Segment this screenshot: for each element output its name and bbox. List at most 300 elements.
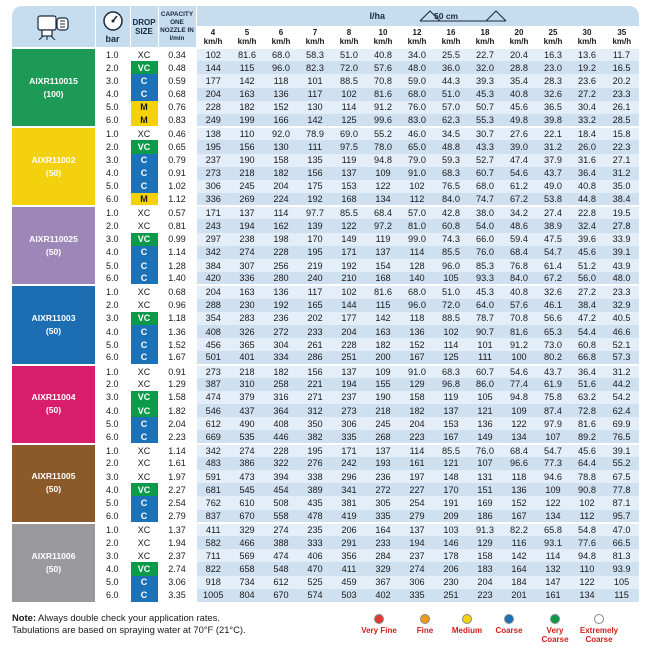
rate-cell: 45.6 xyxy=(570,246,604,259)
rate-cell: 119 xyxy=(434,391,468,404)
rate-cell: 96.0 xyxy=(400,299,434,312)
rate-cell: 62.3 xyxy=(434,114,468,127)
rate-cell: 47.0 xyxy=(604,523,639,536)
rate-cell: 198 xyxy=(264,233,298,246)
rate-unit-header xyxy=(196,6,639,26)
drop-size-cell: XC xyxy=(130,378,158,391)
rate-cell: 27.4 xyxy=(536,206,570,219)
capacity-cell: 1.52 xyxy=(158,338,196,351)
rate-cell: 78.9 xyxy=(298,127,332,140)
rate-cell: 56.6 xyxy=(536,312,570,325)
speed-header xyxy=(536,26,570,48)
rate-cell: 204 xyxy=(400,417,434,430)
rate-cell: 39.1 xyxy=(604,246,639,259)
rate-cell: 158 xyxy=(264,154,298,167)
pressure-cell: 4.0 xyxy=(95,167,130,180)
rate-cell: 16.5 xyxy=(604,61,639,74)
table-row xyxy=(12,378,639,391)
rate-cell: 93.9 xyxy=(604,562,639,575)
drop-size-cell: C xyxy=(130,430,158,443)
rate-cell: 111 xyxy=(298,140,332,153)
pressure-cell: 6.0 xyxy=(95,193,130,206)
pressure-cell: 5.0 xyxy=(95,496,130,509)
rate-cell: 466 xyxy=(230,536,264,549)
rate-cell: 13.6 xyxy=(570,48,604,61)
rate-cell: 147 xyxy=(536,576,570,589)
speed-value: 16 xyxy=(446,27,456,37)
nozzle-label xyxy=(12,523,95,602)
capacity-cell: 0.46 xyxy=(158,127,196,140)
rate-cell: 154 xyxy=(366,259,400,272)
rate-cell: 134 xyxy=(536,510,570,523)
rate-cell: 218 xyxy=(366,404,400,417)
rate-cell: 85.5 xyxy=(332,206,366,219)
speed-value: 20 xyxy=(514,27,524,37)
rate-cell: 111 xyxy=(468,351,502,364)
capacity-cell: 1.14 xyxy=(158,246,196,259)
speed-header xyxy=(400,26,434,48)
nozzle-label xyxy=(12,127,95,206)
rate-cell: 191 xyxy=(434,496,468,509)
rate-cell: 273 xyxy=(196,167,230,180)
rate-cell: 30.7 xyxy=(468,127,502,140)
rate-cell: 473 xyxy=(230,470,264,483)
rate-cell: 81.3 xyxy=(604,549,639,562)
rate-cell: 1005 xyxy=(196,589,230,602)
rate-cell: 304 xyxy=(264,338,298,351)
rate-cell: 406 xyxy=(298,549,332,562)
table-row xyxy=(12,285,639,298)
table-row xyxy=(12,523,639,536)
rate-cell: 135 xyxy=(298,154,332,167)
rate-cell: 149 xyxy=(468,430,502,443)
rate-cell: 545 xyxy=(230,483,264,496)
rate-cell: 94.8 xyxy=(570,549,604,562)
table-row xyxy=(12,61,639,74)
rate-cell: 76.0 xyxy=(468,444,502,457)
rate-cell: 78.7 xyxy=(468,312,502,325)
rate-cell: 163 xyxy=(230,88,264,101)
capacity-cell: 0.81 xyxy=(158,219,196,232)
rate-cell: 51.2 xyxy=(570,259,604,272)
rate-cell: 94.8 xyxy=(502,391,536,404)
rate-cell: 148 xyxy=(434,470,468,483)
rate-cell: 68.0 xyxy=(400,88,434,101)
speed-unit: km/h xyxy=(577,36,597,46)
rate-cell: 63.2 xyxy=(570,391,604,404)
rate-cell: 76.8 xyxy=(502,259,536,272)
rate-cell: 177 xyxy=(332,312,366,325)
capacity-cell: 0.68 xyxy=(158,285,196,298)
rate-cell: 31.2 xyxy=(604,365,639,378)
rate-cell: 261 xyxy=(298,338,332,351)
rate-cell: 87.1 xyxy=(604,496,639,509)
rate-cell: 194 xyxy=(332,378,366,391)
rate-cell: 202 xyxy=(298,312,332,325)
rate-cell: 190 xyxy=(366,391,400,404)
rate-cell: 284 xyxy=(366,549,400,562)
rate-cell: 258 xyxy=(264,378,298,391)
rate-cell: 32.9 xyxy=(604,299,639,312)
rate-cell: 558 xyxy=(264,510,298,523)
rate-cell: 152 xyxy=(502,496,536,509)
rate-cell: 110 xyxy=(570,562,604,575)
rate-cell: 335 xyxy=(400,589,434,602)
nozzle-sub: (100) xyxy=(43,88,64,99)
rate-cell: 136 xyxy=(502,483,536,496)
note-text: Always double check your application rates. xyxy=(35,612,220,623)
rate-cell: 40.8 xyxy=(570,180,604,193)
legend-dot-icon xyxy=(594,614,604,624)
drop-size-cell: M xyxy=(130,101,158,114)
rate-cell: 122 xyxy=(536,496,570,509)
rate-cell: 109 xyxy=(502,404,536,417)
rate-cell: 34.5 xyxy=(434,127,468,140)
capacity-cell: 1.67 xyxy=(158,351,196,364)
drop-size-cell: XC xyxy=(130,219,158,232)
rate-cell: 136 xyxy=(264,285,298,298)
rate-cell: 230 xyxy=(230,299,264,312)
speed-value: 10 xyxy=(378,27,388,37)
rate-cell: 195 xyxy=(298,246,332,259)
rate-cell: 60.7 xyxy=(468,167,502,180)
rate-cell: 420 xyxy=(196,272,230,285)
rate-cell: 168 xyxy=(332,193,366,206)
rate-cell: 142 xyxy=(298,114,332,127)
rate-cell: 61.2 xyxy=(502,180,536,193)
rate-cell: 11.7 xyxy=(604,48,639,61)
legend-label: Extremely Coarse xyxy=(579,626,619,644)
speed-unit: km/h xyxy=(305,36,325,46)
rate-cell: 77.3 xyxy=(536,457,570,470)
rate-cell: 128 xyxy=(400,259,434,272)
rate-cell: 197 xyxy=(400,470,434,483)
drop-size-cell: C xyxy=(130,510,158,523)
rate-table-wrapper xyxy=(12,6,639,602)
pressure-cell: 5.0 xyxy=(95,417,130,430)
rate-cell: 67.5 xyxy=(604,470,639,483)
rate-cell: 38.0 xyxy=(468,206,502,219)
rate-cell: 136 xyxy=(264,88,298,101)
rate-cell: 117 xyxy=(298,88,332,101)
rate-cell: 204 xyxy=(332,325,366,338)
rate-cell: 64.4 xyxy=(570,457,604,470)
rate-cell: 394 xyxy=(264,470,298,483)
rate-cell: 45.6 xyxy=(570,444,604,457)
rate-cell: 591 xyxy=(196,470,230,483)
rate-cell: 117 xyxy=(298,285,332,298)
rate-cell: 134 xyxy=(366,193,400,206)
rate-cell: 47.2 xyxy=(570,312,604,325)
rate-cell: 47.4 xyxy=(502,154,536,167)
drop-size-cell: C xyxy=(130,496,158,509)
rate-cell: 612 xyxy=(264,576,298,589)
rate-cell: 822 xyxy=(196,562,230,575)
speed-unit: km/h xyxy=(509,36,529,46)
rate-cell: 574 xyxy=(298,589,332,602)
speed-header xyxy=(434,26,468,48)
rate-cell: 243 xyxy=(196,219,230,232)
rate-cell: 96.6 xyxy=(502,457,536,470)
rate-cell: 152 xyxy=(400,338,434,351)
pressure-cell: 2.0 xyxy=(95,536,130,549)
rate-cell: 114 xyxy=(400,246,434,259)
rate-cell: 670 xyxy=(230,510,264,523)
spacing-icon xyxy=(418,9,508,23)
nozzle-name: AIXR110025 xyxy=(29,233,78,244)
rate-cell: 279 xyxy=(400,510,434,523)
rate-cell: 95.7 xyxy=(604,510,639,523)
capacity-cell: 1.94 xyxy=(158,536,196,549)
capacity-cell: 2.23 xyxy=(158,430,196,443)
rate-cell: 87.4 xyxy=(536,404,570,417)
rate-cell: 228 xyxy=(264,444,298,457)
rate-cell: 109 xyxy=(366,365,400,378)
rate-cell: 245 xyxy=(366,417,400,430)
rate-cell: 115 xyxy=(366,299,400,312)
rate-cell: 171 xyxy=(332,246,366,259)
rate-cell: 68.0 xyxy=(264,48,298,61)
rate-cell: 200 xyxy=(366,351,400,364)
rate-cell: 43.7 xyxy=(536,365,570,378)
speed-value: 7 xyxy=(312,27,318,37)
rate-cell: 336 xyxy=(230,272,264,285)
rate-cell: 68.3 xyxy=(434,365,468,378)
legend-item xyxy=(444,614,490,635)
pressure-cell: 4.0 xyxy=(95,246,130,259)
rate-cell: 97.7 xyxy=(298,206,332,219)
rate-cell: 45.3 xyxy=(468,285,502,298)
capacity-cell: 2.04 xyxy=(158,417,196,430)
rate-cell: 228 xyxy=(332,338,366,351)
capacity-header: CAPACITY ONE NOZZLE IN l/min xyxy=(158,6,196,48)
rate-cell: 68.4 xyxy=(502,246,536,259)
rate-cell: 204 xyxy=(264,180,298,193)
rate-cell: 52.7 xyxy=(468,154,502,167)
rate-cell: 68.4 xyxy=(366,206,400,219)
capacity-cell: 1.12 xyxy=(158,193,196,206)
rate-cell: 36.0 xyxy=(434,61,468,74)
rate-cell: 44.8 xyxy=(570,193,604,206)
rate-cell: 61.9 xyxy=(536,378,570,391)
rate-cell: 97.2 xyxy=(366,219,400,232)
rate-cell: 130 xyxy=(264,140,298,153)
rate-cell: 85.5 xyxy=(434,246,468,259)
rate-cell: 254 xyxy=(400,496,434,509)
speed-unit: km/h xyxy=(237,36,257,46)
rate-cell: 164 xyxy=(502,562,536,575)
rate-cell: 437 xyxy=(230,404,264,417)
rate-cell: 66.0 xyxy=(468,233,502,246)
rate-cell: 54.4 xyxy=(570,325,604,338)
table-row xyxy=(12,219,639,232)
rate-cell: 102 xyxy=(332,285,366,298)
nozzle-sub: (50) xyxy=(45,405,62,416)
capacity-cell: 1.28 xyxy=(158,259,196,272)
rate-cell: 379 xyxy=(230,391,264,404)
rate-cell: 81.6 xyxy=(366,88,400,101)
rate-cell: 54.0 xyxy=(468,219,502,232)
rate-cell: 54.7 xyxy=(536,246,570,259)
rate-cell: 118 xyxy=(502,470,536,483)
rate-cell: 57.6 xyxy=(502,299,536,312)
rate-cell: 136 xyxy=(400,325,434,338)
rate-cell: 83.0 xyxy=(400,114,434,127)
rate-cell: 40.8 xyxy=(366,48,400,61)
rate-cell: 57.6 xyxy=(366,61,400,74)
rate-cell: 109 xyxy=(366,167,400,180)
rate-cell: 273 xyxy=(196,365,230,378)
rate-cell: 162 xyxy=(264,219,298,232)
rate-cell: 100 xyxy=(502,351,536,364)
rate-cell: 97.9 xyxy=(536,417,570,430)
rate-cell: 178 xyxy=(434,549,468,562)
rate-cell: 59.0 xyxy=(400,74,434,87)
rate-cell: 204 xyxy=(196,285,230,298)
rate-cell: 272 xyxy=(366,483,400,496)
rate-cell: 125 xyxy=(332,114,366,127)
rate-cell: 274 xyxy=(264,523,298,536)
rate-cell: 65.8 xyxy=(536,523,570,536)
rate-cell: 155 xyxy=(366,378,400,391)
rate-cell: 165 xyxy=(298,299,332,312)
rate-cell: 94.8 xyxy=(366,154,400,167)
rate-cell: 129 xyxy=(468,536,502,549)
rate-cell: 102 xyxy=(434,325,468,338)
rate-cell: 233 xyxy=(366,536,400,549)
rate-cell: 199 xyxy=(230,114,264,127)
rate-cell: 236 xyxy=(264,312,298,325)
rate-cell: 329 xyxy=(366,562,400,575)
drop-size-cell: XC xyxy=(130,457,158,470)
rate-cell: 119 xyxy=(366,233,400,246)
capacity-cell: 1.36 xyxy=(158,325,196,338)
rate-cell: 68.0 xyxy=(468,180,502,193)
table-row xyxy=(12,180,639,193)
rate-cell: 77.4 xyxy=(502,378,536,391)
rate-cell: 169 xyxy=(468,496,502,509)
rate-cell: 283 xyxy=(230,312,264,325)
rate-cell: 70.8 xyxy=(366,74,400,87)
rate-cell: 156 xyxy=(230,140,264,153)
speed-header xyxy=(332,26,366,48)
rate-cell: 170 xyxy=(434,483,468,496)
bar-header: bar xyxy=(95,6,130,48)
rate-cell: 45.3 xyxy=(468,88,502,101)
rate-cell: 22.8 xyxy=(570,206,604,219)
rate-cell: 118 xyxy=(400,312,434,325)
rate-cell: 51.0 xyxy=(434,88,468,101)
table-row xyxy=(12,127,639,140)
rate-cell: 167 xyxy=(502,510,536,523)
rate-cell: 151 xyxy=(468,483,502,496)
nozzle-icon xyxy=(36,14,70,40)
rate-cell: 23.6 xyxy=(570,74,604,87)
rate-cell: 296 xyxy=(332,470,366,483)
rate-cell: 30.4 xyxy=(570,101,604,114)
rate-cell: 72.0 xyxy=(434,299,468,312)
nozzle-name: AIXR110015 xyxy=(29,75,78,86)
speed-unit: km/h xyxy=(407,36,427,46)
rate-cell: 76.0 xyxy=(400,101,434,114)
rate-cell: 18.4 xyxy=(570,127,604,140)
rate-cell: 39.6 xyxy=(570,233,604,246)
rate-cell: 153 xyxy=(332,180,366,193)
pressure-cell: 6.0 xyxy=(95,589,130,602)
tabulation-note: Tabulations are based on spraying water at 70°F (21°C). xyxy=(12,624,246,635)
legend-dot-icon xyxy=(504,614,514,624)
rate-cell: 171 xyxy=(196,206,230,219)
rate-cell: 209 xyxy=(434,510,468,523)
rate-cell: 192 xyxy=(298,193,332,206)
rate-cell: 85.3 xyxy=(468,259,502,272)
speed-unit: km/h xyxy=(373,36,393,46)
rate-cell: 670 xyxy=(264,589,298,602)
rate-cell: 342 xyxy=(196,444,230,457)
rate-cell: 411 xyxy=(196,523,230,536)
rate-cell: 96.0 xyxy=(434,259,468,272)
rate-cell: 658 xyxy=(230,562,264,575)
rate-cell: 306 xyxy=(196,180,230,193)
table-row xyxy=(12,233,639,246)
capacity-cell: 1.82 xyxy=(158,404,196,417)
rate-cell: 70.8 xyxy=(502,312,536,325)
capacity-cell: 2.37 xyxy=(158,549,196,562)
rate-cell: 508 xyxy=(264,496,298,509)
rate-cell: 483 xyxy=(196,457,230,470)
rate-cell: 112 xyxy=(400,193,434,206)
drop-size-cell: C xyxy=(130,351,158,364)
drop-size-cell: C xyxy=(130,576,158,589)
rate-cell: 125 xyxy=(434,351,468,364)
speed-unit: km/h xyxy=(271,36,291,46)
pressure-cell: 4.0 xyxy=(95,404,130,417)
drop-size-cell: C xyxy=(130,272,158,285)
rate-cell: 245 xyxy=(230,180,264,193)
nozzle-name: AIXR11002 xyxy=(31,154,76,165)
rate-cell: 122 xyxy=(570,576,604,589)
rate-cell: 335 xyxy=(332,430,366,443)
legend-label: Medium xyxy=(451,626,483,635)
rate-cell: 408 xyxy=(196,325,230,338)
rate-cell: 20.2 xyxy=(604,74,639,87)
rate-cell: 132 xyxy=(536,562,570,575)
rate-cell: 186 xyxy=(468,510,502,523)
pressure-cell: 3.0 xyxy=(95,154,130,167)
rate-cell: 90.8 xyxy=(570,483,604,496)
speed-header xyxy=(366,26,400,48)
rate-cell: 336 xyxy=(196,193,230,206)
pressure-cell: 6.0 xyxy=(95,272,130,285)
rate-cell: 84.0 xyxy=(502,272,536,285)
pressure-cell: 2.0 xyxy=(95,219,130,232)
rate-cell: 115 xyxy=(230,61,264,74)
rate-cell: 115 xyxy=(604,589,639,602)
legend-dot-icon xyxy=(420,614,430,624)
speed-value: 12 xyxy=(412,27,422,37)
drop-size-cell: VC xyxy=(130,483,158,496)
rate-cell: 26.0 xyxy=(570,140,604,153)
drop-size-cell: XC xyxy=(130,536,158,549)
capacity-cell: 0.83 xyxy=(158,114,196,127)
pressure-cell: 4.0 xyxy=(95,483,130,496)
nozzle-name: AIXR11006 xyxy=(31,550,76,561)
rate-cell: 381 xyxy=(332,496,366,509)
rate-cell: 288 xyxy=(196,299,230,312)
rate-cell: 28.5 xyxy=(604,114,639,127)
rate-cell: 201 xyxy=(502,589,536,602)
nozzle-sub: (50) xyxy=(45,167,62,178)
